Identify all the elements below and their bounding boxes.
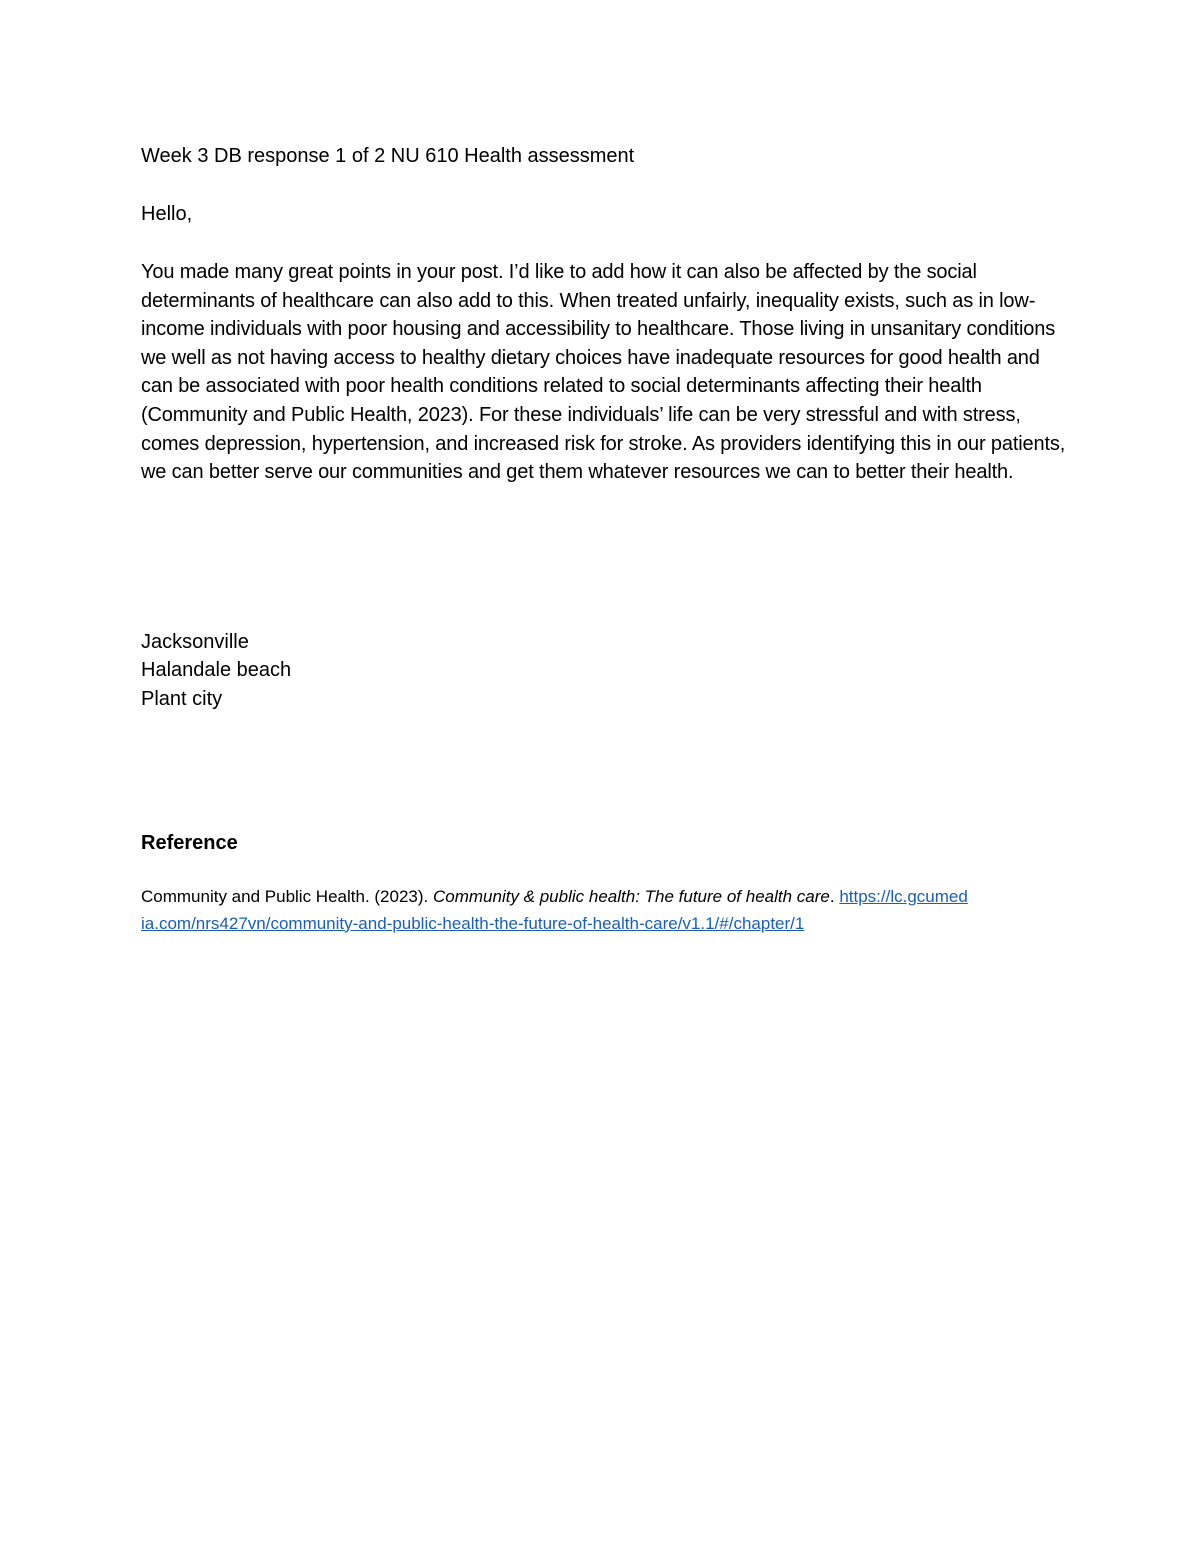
location-list [141, 628, 1066, 714]
location-item-halandale-beach: Halandale beach [141, 659, 292, 682]
reference-entry [141, 883, 971, 937]
location-item-jacksonville: Jacksonville [141, 630, 249, 653]
reference-link[interactable]: https://lc.gcumedia.com/nrs427vn/community-and-public-health-the-future-of-health-care/v1.1/#/chapter/1 [141, 886, 968, 933]
document-title: Week 3 DB response 1 of 2 NU 610 Health assessment [141, 145, 635, 167]
reference-author-year: Community and Public Health. (2023). [141, 886, 433, 906]
response-paragraph: You made many great points in your post. I’d like to add how it can also be affected by the social determinants of healthcare can also add to this. When treated unfairly, inequality exists, such as in low-income individuals with poor housing and accessibility to healthcare. Those living in unsanitary conditions we well as not having access to healthy dietary choices have inadequate resources for good health and can be associated with poor health conditions related to social determinants affecting their health (Community and Public Health, 2023). For these individuals’ life can be very stressful and with stress, comes depression, hypertension, and increased risk for stroke. As providers identifying this in our patients, we can better serve our communities and get them whatever resources we can to better their health. [141, 261, 1066, 484]
reference-separator: . [829, 886, 840, 906]
document-content [141, 142, 1066, 937]
location-item-plant-city: Plant city [141, 687, 223, 710]
greeting: Hello, [141, 203, 193, 225]
reference-heading: Reference [141, 831, 238, 854]
reference-work-title: Community & public health: The future of health care [432, 886, 830, 906]
